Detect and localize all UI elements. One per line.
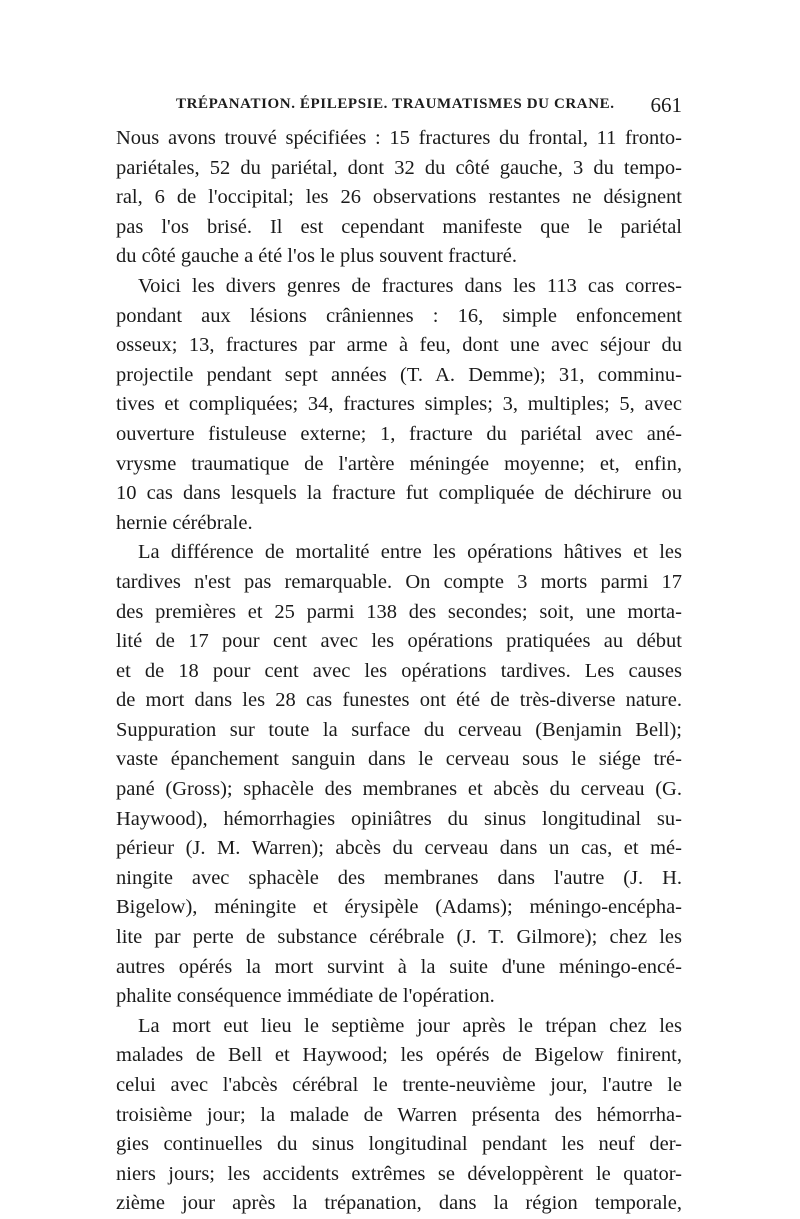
text-line: hernie cérébrale. [116, 511, 253, 534]
text-line: de mort dans les 28 cas funestes ont été de très-diverse nature. [116, 689, 682, 712]
text-line: zième jour après la trépanation, dans la région temporale, [116, 1192, 682, 1215]
text-line: Suppuration sur toute la surface du cerveau (Benjamin Bell); [116, 718, 682, 741]
text-line: La différence de mortalité entre les opérations hâtives et les [138, 541, 682, 564]
text-line: périeur (J. M. Warren); abcès du cerveau dans un cas, et mé- [116, 837, 682, 860]
text-line: lité de 17 pour cent avec les opérations pratiquées au début [116, 630, 682, 653]
text-line: osseux; 13, fractures par arme à feu, dont une avec séjour du [116, 334, 682, 357]
text-line: Nous avons trouvé spécifiées : 15 fractures du frontal, 11 fronto- [116, 127, 682, 149]
text-line: lite par perte de substance cérébrale (J. T. Gilmore); chez les [116, 926, 682, 949]
text-line: des premières et 25 parmi 138 des secondes; soit, une morta- [116, 600, 682, 623]
text-line: pas l'os brisé. Il est cependant manifeste que le pariétal [116, 215, 682, 238]
text-line: ral, 6 de l'occipital; les 26 observations restantes ne désignent [116, 186, 682, 209]
text-line: et de 18 pour cent avec les opérations tardives. Les causes [116, 659, 682, 682]
text-line: Haywood), hémorrhagies opiniâtres du sinus longitudinal su- [116, 807, 682, 830]
text-line: niers jours; les accidents extrêmes se développèrent le quator- [116, 1162, 682, 1185]
text-line: ningite avec sphacèle des membranes dans l'autre (J. H. [116, 866, 682, 889]
text-line: pané (Gross); sphacèle des membranes et abcès du cerveau (G. [116, 778, 682, 801]
text-line: projectile pendant sept années (T. A. Demme); 31, comminu- [116, 363, 682, 386]
text-line: troisième jour; la malade de Warren présenta des hémorrha- [116, 1103, 682, 1126]
text-line: tives et compliquées; 34, fractures simples; 3, multiples; 5, avec [116, 393, 682, 416]
text-line: pondant aux lésions crâniennes : 16, simple enfoncement [116, 304, 682, 327]
text-line: pariétales, 52 du pariétal, dont 32 du côté gauche, 3 du tempo- [116, 156, 682, 179]
text-line: 10 cas dans lesquels la fracture fut compliquée de déchirure ou [116, 482, 682, 505]
text-line: Bigelow), méningite et érysipèle (Adams); méningo-encépha- [116, 896, 682, 919]
text-line: vrysme traumatique de l'artère méningée moyenne; et, enfin, [116, 452, 682, 475]
running-title: TRÉPANATION. ÉPILEPSIE. TRAUMATISMES DU CRANE. [176, 96, 615, 112]
text-line: tardives n'est pas remarquable. On compte 3 morts parmi 17 [116, 570, 682, 593]
running-head [116, 93, 682, 120]
text-line: gies continuelles du sinus longitudinal pendant les neuf der- [116, 1133, 682, 1156]
body-text [116, 124, 682, 1219]
text-line: du côté gauche a été l'os le plus souvent fracturé. [116, 245, 518, 268]
page-number: 661 [650, 93, 682, 117]
text-line: phalite conséquence immédiate de l'opération. [116, 985, 495, 1008]
text-line: malades de Bell et Haywood; les opérés de Bigelow finirent, [116, 1044, 682, 1067]
text-line: Voici les divers genres de fractures dans les 113 cas corres- [138, 274, 682, 297]
text-line: celui avec l'abcès cérébral le trente-neuvième jour, l'autre le [116, 1074, 682, 1096]
text-line: vaste épanchement sanguin dans le cerveau sous le siége tré- [116, 748, 682, 771]
text-line: ouverture fistuleuse externe; 1, fracture du pariétal avec ané- [116, 422, 682, 445]
text-line: La mort eut lieu le septième jour après le trépan chez les [138, 1014, 682, 1037]
text-line: autres opérés la mort survint à la suite d'une méningo-encé- [116, 955, 682, 978]
